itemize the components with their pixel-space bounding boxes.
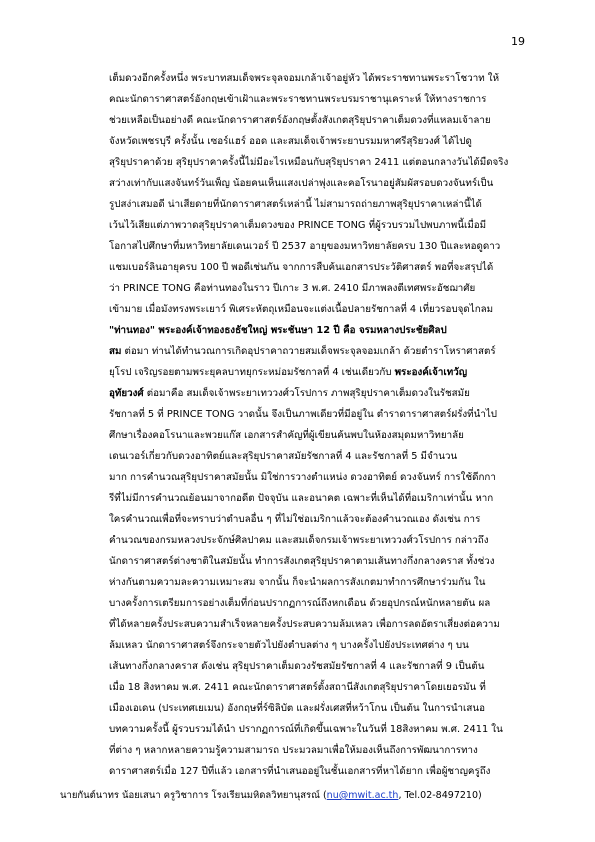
text-segment: ช่วยเหลือเป็นอย่างดี คณะนักดาราศาสตร์อังกฤษตั้งสังเกตสุริยุปราคาเต็มดวงที่แหลมเจ้าลาย xyxy=(109,115,491,126)
text-segment: รัชกาลที่ 5 ที่ PRINCE TONG วาดนั้น จึงเป็นภาพเดียวที่มีอยู่ใน ตำราดาราศาสตร์ฝรั่งที่นำไป xyxy=(109,409,497,420)
bold-text-segment: พระองค์เจ้าเทวัญ xyxy=(394,367,468,378)
text-segment: โอกาสไปศึกษาที่มหาวิทยาลัยเดนเวอร์ ปี 2537 อายุของมหาวิทยาลัยครบ 130 ปีและหอดูดาว xyxy=(109,241,501,252)
text-segment: ที่ต่าง ๆ หลากหลายความรู้ความสามารถ ประมวลมาเพื่อให้มองเห็นถึงการพัฒนาการทาง xyxy=(109,745,478,756)
text-line xyxy=(109,173,525,194)
text-segment: เดนเวอร์เกี่ยวกับดวงอาทิตย์และสุริยุปราคาสมัยรัชกาลที่ 4 และรัชกาลที่ 5 มีจำนวน xyxy=(109,451,458,462)
bold-text-segment: จรมหลางประชัยศิลป xyxy=(358,325,447,336)
text-line xyxy=(109,593,525,614)
text-segment: ที่ได้หลายครั้งประสบความสำเร็จหลายครั้งประสบความล้มเหลว เพื่อการลดอัตราเสี่ยงต่อความ xyxy=(109,619,500,630)
text-segment: ใครคำนวณเพื่อที่จะทราบว่าตำบลอื่น ๆ ที่ไม่ใช่อเมริกาแล้วจะต้องคำนวณเอง ดังเช่น การ xyxy=(109,514,481,525)
text-segment: ล้มเหลว นักดาราศาสตร์จึงกระจายตัวไปยังตำบลต่าง ๆ บางครั้งไปยังประเทศต่าง ๆ บน xyxy=(109,640,469,651)
bold-text-segment: "ท่านทอง" พระองค์เจ้าทองธงธัชใหญ่ พระชันษา 12 ปี คือ xyxy=(109,325,359,336)
text-segment: เข้ามาย เมื่อมังทรงพระเยาว์ พิเศระหัตถุเหมือนจะแต่งเนื้อปลายรัชกาลที่ 4 เที่ยวรอบจุดไกลม xyxy=(109,304,494,315)
text-segment: เส้นทางกึ่งกลางคราส ดังเช่น สุริยุปราคาเต็มดวงรัชสมัยรัชกาลที่ 4 และรัชกาลที่ 9 เป็นต้น xyxy=(109,661,485,672)
text-line xyxy=(109,614,525,635)
text-segment: รูปสง่าเสมอดี น่าเสียดายที่นักดาราศาสตร์เหล่านี้ ไม่สามารถถ่ายภาพสุริยุปราคาเหล่านี้ได้ xyxy=(109,199,482,210)
text-line xyxy=(109,656,525,677)
bold-text-segment: อุทัยวงศ์ xyxy=(109,388,144,399)
text-line xyxy=(109,236,525,257)
text-line xyxy=(109,215,525,236)
text-line xyxy=(109,320,525,341)
text-line xyxy=(109,278,525,299)
text-segment: เมืองเอเดน (ประเทศเยเมน) อังกฤษที่ร์ซิลิบัต และฝรั่งเศสที่หว้าโกน เป็นต้น ในการนำเสนอ xyxy=(109,703,485,714)
footer-email-link[interactable]: nu@mwit.ac.th xyxy=(326,790,399,801)
text-segment: เต็มดวงอีกครั้งหนึ่ง พระบาทสมเด็จพระจุลจอมเกล้าเจ้าอยู่หัว ได้พระราชทานพระราโชวาท ให้ xyxy=(109,73,500,84)
text-line xyxy=(109,383,525,404)
text-line xyxy=(109,551,525,572)
text-line xyxy=(109,362,525,383)
text-line xyxy=(109,467,525,488)
text-segment: แชมเบอร์ลินอายุครบ 100 ปี พอดีเช่นกัน จากการสืบค้นเอกสารประวัติศาสตร์ พอที่จะสรุปได้ xyxy=(109,262,494,273)
text-segment: บทความครั้งนี้ ผู้รวบรวมได้นำ ปรากฏการณ์ที่เกิดขึ้นเฉพาะในวันที่ 18สิงหาคม พ.ศ. 2411 ใน xyxy=(109,724,503,735)
text-line xyxy=(109,677,525,698)
text-line xyxy=(109,194,525,215)
text-line xyxy=(109,572,525,593)
text-segment: ศึกษาเรื่องคอโรนาและพวยแก๊ส เอกสารสำคัญที่ผู้เขียนค้นพบในห้องสมุดมหาวิทยาลัย xyxy=(109,430,464,441)
text-segment: ว่า PRINCE TONG คือท่านทองในราว ปีเกาะ 3 พ.ศ. 2410 มีภาพลงตีเทศพระอัชฌาศัย xyxy=(109,283,476,294)
text-line xyxy=(109,446,525,467)
text-line xyxy=(109,152,525,173)
text-segment: คณะนักดาราศาสตร์อังกฤษเข้าเฝ้าและพระราชทานพระบรมราชานุเคราะห์ ให้ทางราชการ xyxy=(109,94,487,105)
text-segment: ห่างกันตามความละความเหมาะสม จากนั้น ก็จะนำผลการสังเกตมาทำการศึกษาร่วมกัน ใน xyxy=(109,577,486,588)
text-segment: สว่างเท่ากับแสงจันทร์วันเพ็ญ น้อยคนเห็นแสงเปล่าพุ่งและคอโรนาอยู่สัมผัสรอบดวงจันทร์เป็น xyxy=(109,178,494,189)
text-segment: สุริยุปราคาด้วย สุริยุปราคาครั้งนี้ไม่มีอะไรเหมือนกับสุริยุปราคา 2411 แต่ตอนกลางวันได้มืดจริง xyxy=(109,157,509,168)
footer xyxy=(60,788,540,803)
text-segment: นักดาราศาสตร์ต่างชาติในสมัยนั้น ทำการสังเกตสุริยุปราคาตามเส้นทางกึ่งกลางคราส ทั้งช่วง xyxy=(109,556,495,567)
text-line xyxy=(109,425,525,446)
text-segment: คำนวณของกรมหลวงประจักษ์ศิลปาคม และสมเด็จกรมเจ้าพระยาเทววงศ์วโรปการ กล่าวถึง xyxy=(109,535,489,546)
text-segment: บางครั้งการเตรียมการอย่างเต็มที่ก่อนปรากฏการณ์ถึงหกเดือน ด้วยอุปกรณ์หนักหลายตัน ผล xyxy=(109,598,491,609)
text-line xyxy=(109,131,525,152)
text-segment: จังหวัดเพชรบุรี ครั้งนั้น เซอร์แฮร์ ออด และสมเด็จเจ้าพระยาบรมมหาศรีสุริยวงศ์ ได้ไปดู xyxy=(109,136,472,147)
text-line xyxy=(109,698,525,719)
text-segment: รีที่ไม่มีการคำนวณย้อนมาจากอดีต ปัจจุบัน และอนาคต เฉพาะที่เห็นได้ที่อเมริกาเท่านั้น หาก xyxy=(109,493,494,504)
footer-phone: , Tel.02-8497210) xyxy=(398,790,482,801)
text-line xyxy=(109,530,525,551)
body-text xyxy=(109,68,525,782)
text-segment: เว้นไว้เสียแต่ภาพวาดสุริยุปราคาเต็มดวงของ PRINCE TONG ที่ผู้รวบรวมไปพบภาพนี้เมื่อมี xyxy=(109,220,487,231)
text-segment: ยุโรป เจริญรอยตามพระยุคลบาทยุกระหม่อมรัชกาลที่ 4 เช่นเดียวกับ xyxy=(109,367,395,378)
text-segment: ต่อมาคือ สมเด็จเจ้าพระยาเทววงศ์วโรปการ ภาพสุริยุปราคาเต็มดวงในรัชสมัย xyxy=(143,388,470,399)
text-line xyxy=(109,110,525,131)
text-line xyxy=(109,299,525,320)
text-segment: มาก การคำนวณสุริยุปราคาสมัยนั้น มิใช่การวางตำแหน่ง ดวงอาทิตย์ ดวงจันทร์ การใช้ดีกกา xyxy=(109,472,496,483)
text-line xyxy=(109,488,525,509)
text-line xyxy=(109,509,525,530)
text-line xyxy=(109,89,525,110)
text-line xyxy=(109,719,525,740)
text-line xyxy=(109,635,525,656)
text-line xyxy=(109,341,525,362)
text-line xyxy=(109,68,525,89)
text-line xyxy=(109,404,525,425)
footer-author: นายกันต์นาทร น้อยเสนา ครูวิชาการ โรงเรียนมหิดลวิทยานุสรณ์ ( xyxy=(60,790,327,801)
text-line xyxy=(109,257,525,278)
page-number: 19 xyxy=(511,35,525,48)
text-line xyxy=(109,740,525,761)
bold-text-segment: สม xyxy=(109,346,122,357)
text-segment: ต่อมา ท่านได้ทำนวณการเกิดอุปราคาถวายสมเด็จพระจุลจอมเกล้า ด้วยตำราโหราศาสตร์ xyxy=(121,346,496,357)
text-line xyxy=(109,761,525,782)
text-segment: เมื่อ 18 สิงหาคม พ.ศ. 2411 คณะนักดาราศาสตร์ตั้งสถานีสังเกตสุริยุปราคาโดยเยอรมัน ที่ xyxy=(109,682,486,693)
text-segment: ดาราศาสตร์เมื่อ 127 ปีที่แล้ว เอกสารที่นำเสนออยู่ในชั้นเอกสารที่หาได้ยาก เพื่อผู้ชาญครูถึง xyxy=(109,766,491,777)
